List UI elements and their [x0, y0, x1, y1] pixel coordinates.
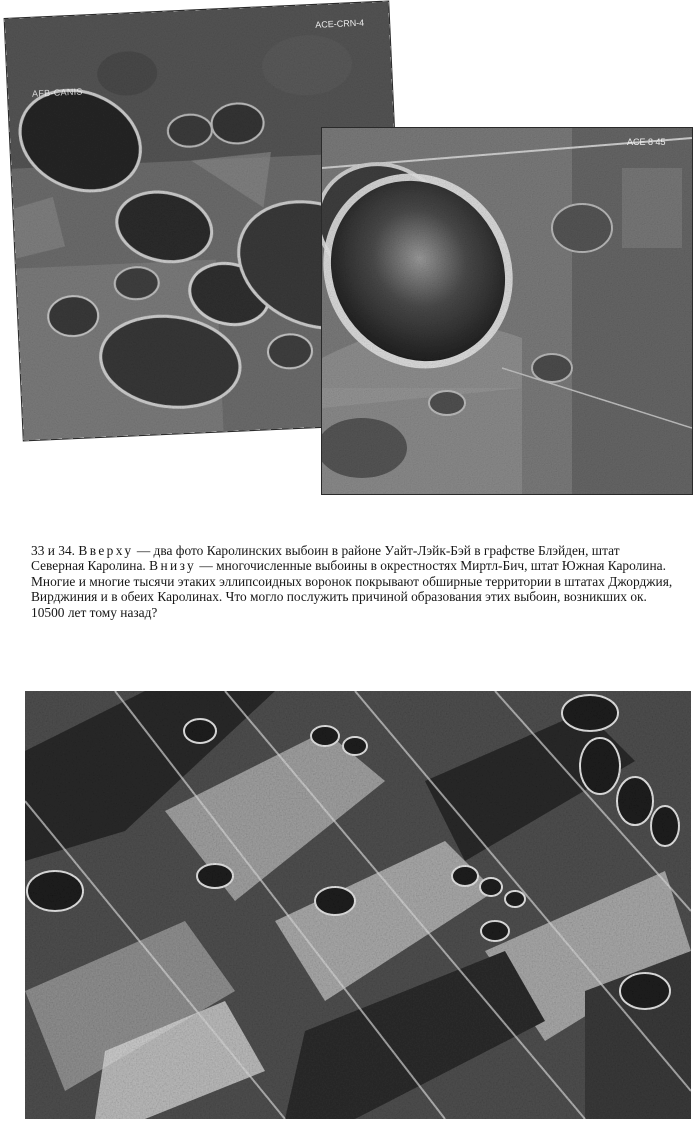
caption-figure-number: 33 и 34. [31, 543, 75, 558]
photo-stamp: ACE 8 45 [627, 137, 666, 147]
caption-below-text: — многочисленные выбоины в окрестностях Миртл-Бич, штат Южная Каролина. Многие и многие тысячи этаких эллипсоидных воронок покрывают обширные территории в штатах Джорджия, Вирджиния и в обеих Каролинах. Что могло послужить причиной образования этих выбоин, возникших ок. 10500 лет тому назад? [31, 558, 673, 620]
caption-above-text: — два фото Каролинских выбоин в районе Уайт-Лэйк-Бэй в графстве Блэйден, штат Северная Каролина. [31, 543, 620, 574]
caption-below-label: Внизу [149, 558, 197, 574]
aerial-photo-right-graphic [322, 128, 692, 494]
caption-above-label: Вверху [78, 543, 134, 558]
photo-stamp-right: ACE-CRN-4 [314, 17, 365, 30]
aerial-photo-bottom-graphic [25, 691, 691, 1119]
aerial-photo-myrtle-beach [25, 691, 691, 1119]
aerial-photo-white-lake-right [322, 128, 692, 494]
figure-caption [31, 543, 676, 620]
photo-stamp-left: AFB-CANIS [31, 86, 83, 99]
